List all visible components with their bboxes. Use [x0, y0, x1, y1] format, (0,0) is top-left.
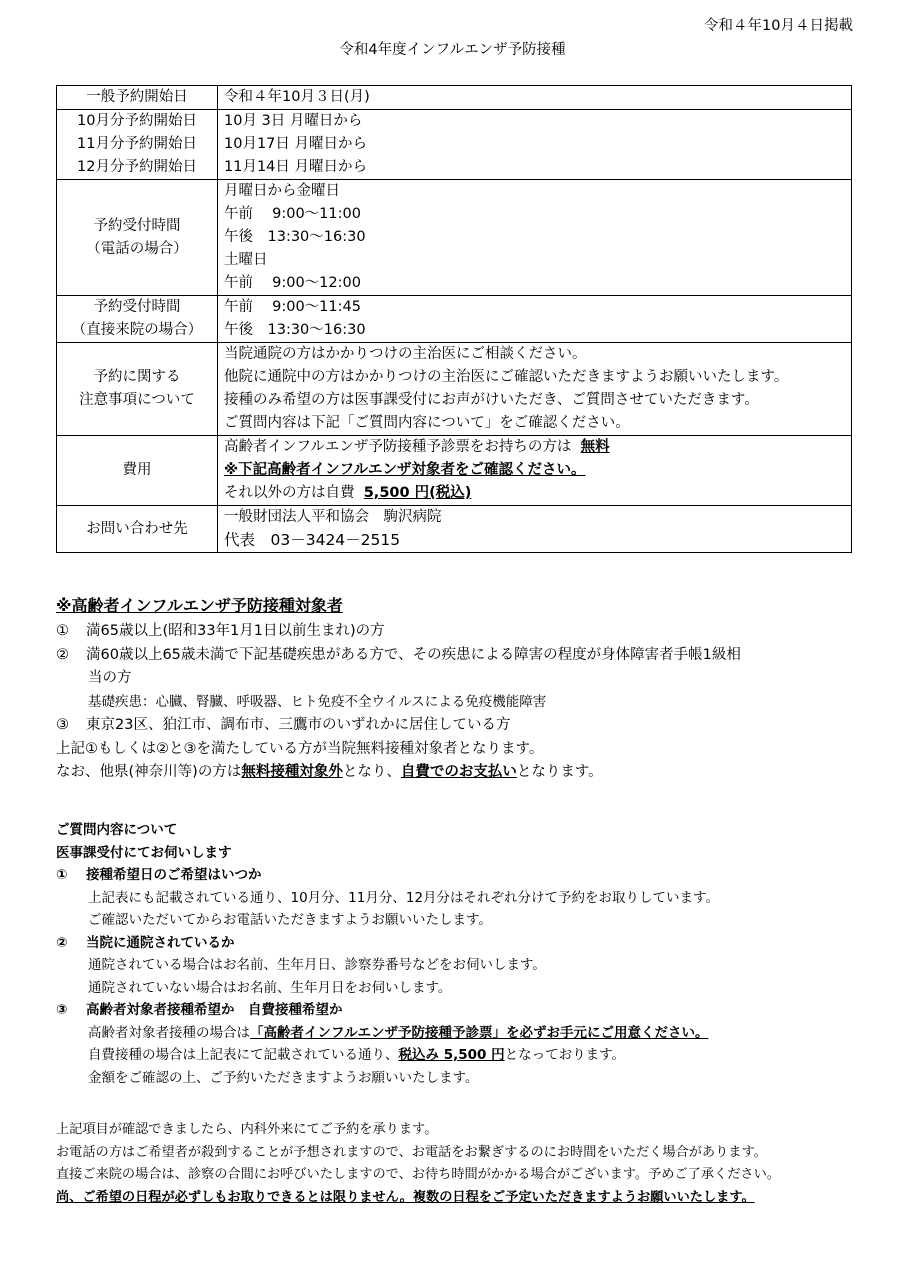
table-row	[57, 110, 852, 180]
notes-line: ご質問内容は下記「ご質問内容について」をご確認ください。	[224, 415, 630, 431]
questions-heading: ご質問内容について	[56, 822, 178, 838]
notes-line: 他院に通院中の方はかかりつけの主治医にご確認いただきますようお願いいたします。	[224, 369, 789, 385]
phone-hours-label	[57, 180, 218, 296]
phone-hours-line: 午前 9:00～11:00	[224, 206, 361, 222]
footer-line: 直接ご来院の場合は、診察の合間にお呼びいたしますので、お待ち時間がかかる場合がございます。予めご了承ください。	[56, 1167, 780, 1182]
table-row	[57, 296, 852, 343]
table-row	[57, 436, 852, 506]
question-1-line: 上記表にも記載されている通り、10月分、11月分、12月分はそれぞれ分けて予約をお取りしています。	[88, 889, 719, 906]
fee-line-2: ※下記高齢者インフルエンザ対象者をご確認ください。	[224, 462, 586, 478]
visit-hours-line: 午前 9:00～11:45	[224, 299, 361, 315]
q3-price: 税込み 5,500 円	[398, 1047, 505, 1063]
item-text: 満65歳以上(昭和33年1月1日以前生まれ)の方	[86, 623, 385, 639]
footer-final-note: 尚、ご希望の日程が必ずしもお取りできるとは限りません。複数の日程をご予定いただきますようお願いいたします。	[56, 1189, 755, 1205]
eligibility-section	[56, 595, 741, 785]
general-start-value: 令和４年10月３日(月)	[218, 86, 852, 110]
other-self-pay: 自費でのお支払い	[400, 764, 517, 780]
q3-text: 自費接種の場合は上記表にて記載されている通り、	[88, 1047, 399, 1063]
eligibility-summary: 上記①もしくは②と③を満たしている方が当院無料接種対象者となります。	[56, 740, 544, 757]
december-value: 11月14日 月曜日から	[224, 159, 368, 175]
contact-org: 一般財団法人平和協会 駒沢病院	[224, 509, 442, 525]
eligibility-item	[56, 644, 741, 668]
questions-section	[56, 819, 719, 1089]
questions-subheading: 医事課受付にてお伺いします	[56, 844, 232, 861]
october-label: 10月分予約開始日	[77, 113, 197, 129]
item-text: 当の方	[88, 670, 132, 686]
fee-label: 費用	[57, 436, 218, 506]
item-text: 基礎疾患：心臓、腎臓、呼吸器、ヒト免疫不全ウイルスによる免疫機能障害	[88, 693, 547, 710]
question-text: 接種希望日のご希望はいつか	[86, 867, 262, 883]
monthly-start-labels	[57, 110, 218, 180]
phone-hours-values	[218, 180, 852, 296]
question-3-line	[56, 1022, 719, 1045]
eligibility-item	[56, 620, 741, 644]
notes-line: 接種のみ希望の方は医事課受付にお声がけいただき、ご質問させていただきます。	[224, 392, 759, 408]
monthly-start-values	[218, 110, 852, 180]
visit-hours-label-2: （直接来院の場合）	[71, 322, 203, 338]
notes-line: 当院通院の方はかかりつけの主治医にご相談ください。	[224, 346, 587, 362]
visit-hours-label-1: 予約受付時間	[93, 299, 181, 315]
item-number: ③	[56, 717, 69, 733]
eligibility-heading: ※高齢者インフルエンザ予防接種対象者	[56, 596, 343, 615]
question-1-line: ご確認いただいてからお電話いただきますようお願いいたします。	[88, 912, 492, 928]
notes-label-1: 予約に関する	[93, 369, 181, 385]
fee-line-3-text: それ以外の方は自費	[224, 485, 355, 501]
question-3-line	[56, 1044, 719, 1067]
question-3-title	[56, 999, 719, 1022]
question-2-line: 通院されている場合はお名前、生年月日、診察券番号などをお伺いします。	[88, 957, 546, 973]
fee-values	[218, 436, 852, 506]
table-row	[57, 180, 852, 296]
q3-text: 高齢者対象者接種の場合は	[88, 1024, 250, 1041]
contact-label: お問い合わせ先	[57, 506, 218, 553]
fee-price: 5,500 円(税込)	[363, 485, 472, 501]
november-label: 11月分予約開始日	[77, 136, 197, 152]
fee-free: 無料	[580, 439, 610, 455]
notes-values	[218, 343, 852, 436]
fee-line-3	[224, 482, 845, 505]
visit-hours-label	[57, 296, 218, 343]
item-text: 東京23区、狛江市、調布市、三鷹市のいずれかに居住している方	[86, 717, 511, 733]
footer-line: 上記項目が確認できましたら、内科外来にてご予約を承ります。	[56, 1122, 438, 1137]
q3-form-note: 「高齢者インフルエンザ予防接種予診票」を必ずお手元にご用意ください。	[250, 1024, 709, 1041]
schedule-table	[56, 85, 852, 553]
question-number: ②	[56, 934, 68, 951]
november-value: 10月17日 月曜日から	[224, 136, 368, 152]
question-number: ①	[56, 867, 68, 883]
question-1-title	[56, 864, 719, 887]
footer-section	[56, 1119, 780, 1209]
phone-hours-line: 月曜日から金曜日	[224, 183, 340, 199]
general-start-label: 一般予約開始日	[57, 86, 218, 110]
eligibility-other	[56, 761, 741, 785]
fee-line-1-text: 高齢者インフルエンザ予防接種予診票をお持ちの方は	[224, 439, 572, 455]
notes-label	[57, 343, 218, 436]
visit-hours-values	[218, 296, 852, 343]
question-text: 高齢者対象者接種希望か 自費接種希望か	[86, 1002, 343, 1018]
question-text: 当院に通院されているか	[86, 934, 235, 951]
phone-hours-line: 午後 13:30～16:30	[224, 229, 366, 245]
question-number: ③	[56, 1002, 68, 1018]
table-row	[57, 86, 852, 110]
item-text: 満60歳以上65歳未満で下記基礎疾患がある方で、その疾患による障害の程度が身体障害者手帳1級相	[86, 646, 741, 663]
notes-label-2: 注意事項について	[79, 392, 195, 408]
phone-hours-line: 午前 9:00～12:00	[224, 275, 361, 291]
other-text: なお、他県(神奈川等)の方は	[56, 764, 242, 780]
footer-line: お電話の方はご希望者が殺到することが予想されますので、お電話をお繋ぎするのにお時間をいただく場合があります。	[56, 1144, 767, 1160]
item-number: ①	[56, 623, 69, 639]
page-title: 令和4年度インフルエンザ予防接種	[339, 42, 566, 58]
phone-hours-line: 土曜日	[224, 252, 268, 268]
contact-values	[218, 506, 852, 553]
other-text: となります。	[516, 764, 603, 780]
table-row	[57, 506, 852, 553]
october-value: 10月 3日 月曜日から	[224, 113, 363, 129]
eligibility-item	[56, 714, 741, 738]
phone-hours-label-1: 予約受付時間	[93, 217, 181, 234]
question-2-line: 通院されていない場合はお名前、生年月日をお伺いします。	[88, 979, 452, 996]
phone-hours-label-2: （電話の場合）	[86, 240, 188, 257]
table-row	[57, 343, 852, 436]
eligibility-item	[56, 667, 741, 691]
posted-date: 令和４年10月４日掲載	[704, 18, 853, 34]
other-not-free: 無料接種対象外	[241, 764, 343, 780]
q3-text: となっております。	[504, 1047, 626, 1063]
question-2-title	[56, 932, 719, 955]
fee-line-1	[224, 436, 845, 459]
contact-tel: 代表 03－3424－2515	[224, 531, 401, 549]
december-label: 12月分予約開始日	[77, 159, 197, 175]
visit-hours-line: 午後 13:30～16:30	[224, 322, 366, 338]
other-text: となり、	[342, 764, 401, 780]
eligibility-item	[56, 691, 741, 715]
item-number: ②	[56, 646, 69, 663]
question-3-line: 金額をご確認の上、ご予約いただきますようお願いいたします。	[88, 1069, 479, 1086]
